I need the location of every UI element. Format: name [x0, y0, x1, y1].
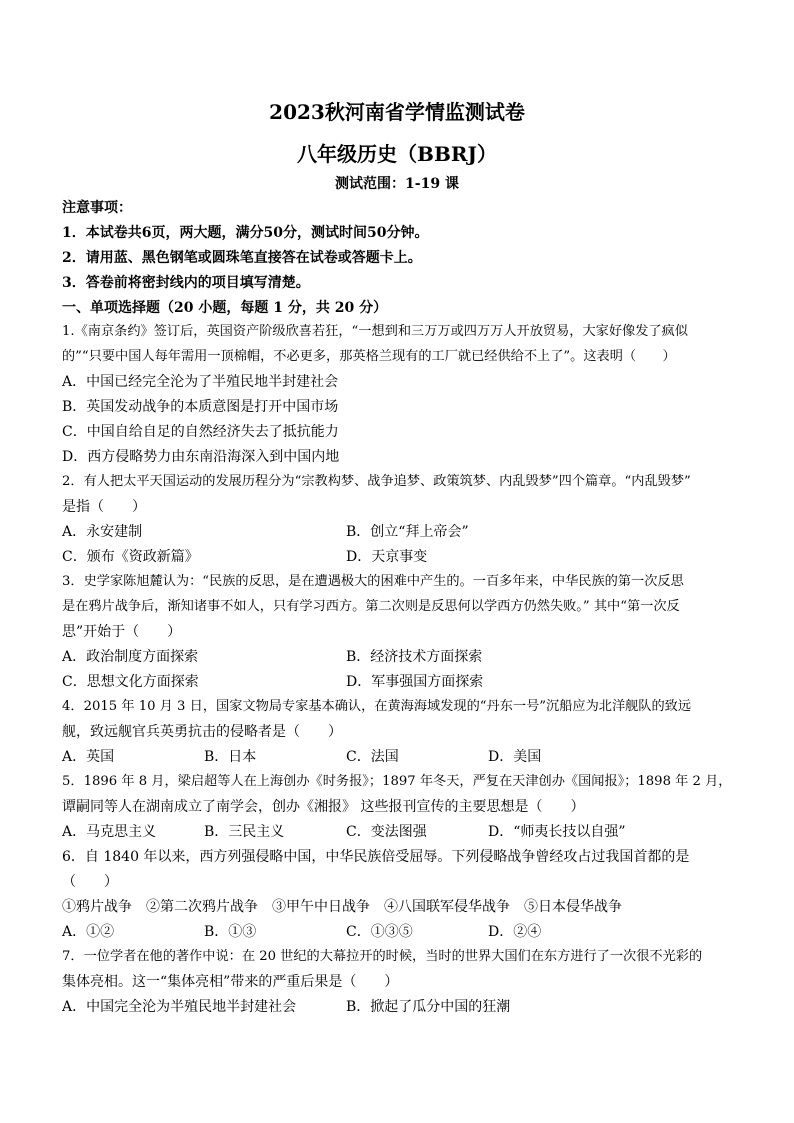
question-4-stem: 舰，致远舰官兵英勇抗击的侵略者是（ ）: [62, 724, 342, 740]
question-7-option-a: A．中国完全沦为半殖民地半封建社会: [62, 999, 297, 1015]
question-6-option-a: A．①②: [62, 924, 115, 940]
question-4-option-a: A．英国: [62, 749, 115, 765]
question-3-option-b: B．经济技术方面探索: [346, 649, 483, 665]
question-5-option-a: A．马克思主义: [62, 824, 157, 840]
question-1-option-d: D．西方侵略势力由东南沿海深入到中国内地: [62, 449, 340, 465]
question-5-option-d: D．“师夷长技以自强”: [488, 824, 626, 840]
exam-title: 2023秋河南省学情监测试卷: [269, 100, 525, 124]
question-6-option-c: C．①③⑤: [346, 924, 413, 940]
question-3-option-c: C．思想文化方面探索: [62, 674, 199, 690]
question-2-option-b: B．创立“拜上帝会”: [346, 524, 469, 540]
notice-heading: 注意事项：: [62, 200, 132, 216]
question-2-stem: 是指（ ）: [62, 499, 146, 515]
question-2-stem: 2．有人把太平天国运动的发展历程分为“宗教构梦、战争追梦、政策筑梦、内乱毁梦”四个篇章。“内乱毁梦”: [62, 474, 691, 489]
question-4-option-c: C．法国: [346, 749, 399, 765]
notice-item: 2．请用蓝、黑色钢笔或圆珠笔直接答在试卷或答题卡上。: [62, 250, 422, 266]
question-4-option-b: B．日本: [204, 749, 257, 765]
question-3-option-a: A．政治制度方面探索: [62, 649, 199, 665]
question-1-option-c: C．中国自给自足的自然经济失去了抵抗能力: [62, 424, 339, 440]
notice-item: 1．本试卷共6页，两大题，满分50分，测试时间50分钟。: [62, 225, 429, 241]
question-2-option-c: C．颁布《资政新篇》: [62, 549, 199, 565]
exam-scope: 测试范围：1-19 课: [335, 176, 459, 192]
question-3-stem: 思”开始于（ ）: [62, 624, 182, 640]
question-5-stem: 5．1896 年 8 月，梁启超等人在上海创办《时务报》；1897 年冬天，严复在天津创办《国闻报》；1898 年 2 月，: [62, 774, 732, 789]
question-3-stem: 3．史学家陈旭麓认为：“民族的反思，是在遭遇极大的困难中产生的。一百多年来，中华民族的第一次反思: [62, 574, 684, 589]
question-7-stem: 集体亮相。这一“集体亮相”带来的严重后果是（ ）: [62, 974, 399, 990]
exam-subtitle: 八年级历史（BBRJ）: [297, 142, 497, 166]
question-2-option-a: A．永安建制: [62, 524, 143, 540]
question-7-stem: 7．一位学者在他的著作中说：在 20 世纪的大幕拉开的时候，当时的世界大国们在东方进行了一次很不光彩的: [62, 949, 703, 964]
notice-item: 3．答卷前将密封线内的项目填写清楚。: [62, 275, 310, 291]
question-7-option-b: B．掀起了瓜分中国的狂潮: [346, 999, 511, 1015]
question-5-option-c: C．变法图强: [346, 824, 427, 840]
question-1-stem: 1.《南京条约》签订后，英国资产阶级欣喜若狂，“一想到和三万万或四万万人开放贸易，大家好像发了疯似: [62, 324, 688, 339]
question-1-option-b: B．英国发动战争的本质意图是打开中国市场: [62, 399, 339, 415]
question-4-option-d: D．美国: [488, 749, 542, 765]
question-6-option-d: D．②④: [488, 924, 542, 940]
question-4-stem: 4．2015 年 10 月 3 日，国家文物局专家基本确认，在黄海海域发现的“丹东一号”沉船应为北洋舰队的致远: [62, 699, 692, 714]
question-3-stem: 是在鸦片战争后，渐知诸事不如人，只有学习西方。第二次则是反思何以学西方仍然失败。” 其中“第一次反: [62, 599, 680, 614]
section-heading: 一、单项选择题（20 小题，每题 1 分，共 20 分）: [62, 300, 388, 316]
question-6-stem: 6．自 1840 年以来，西方列强侵略中国，中华民族倍受屈辱。下列侵略战争曾经攻占过我国首都的是: [62, 849, 690, 865]
question-1-stem: 的”“只要中国人每年需用一顶棉帽，不必更多，那英格兰现有的工厂就已经供给不上了”。这表明（ ）: [62, 349, 676, 364]
question-1-option-a: A．中国已经完全沦为了半殖民地半封建社会: [62, 374, 339, 390]
question-5-option-b: B．三民主义: [204, 824, 285, 840]
question-6-option-b: B．①③: [204, 924, 257, 940]
question-6-choices: ①鸦片战争 ②第二次鸦片战争 ③甲午中日战争 ④八国联军侵华战争 ⑤日本侵华战争: [62, 899, 622, 915]
question-3-option-d: D．军事强国方面探索: [346, 674, 484, 690]
question-6-stem: （ ）: [62, 874, 118, 890]
question-5-stem: 谭嗣同等人在湖南成立了南学会，创办《湘报》 这些报刊宣传的主要思想是（ ）: [62, 799, 585, 815]
question-2-option-d: D．天京事变: [346, 549, 428, 565]
